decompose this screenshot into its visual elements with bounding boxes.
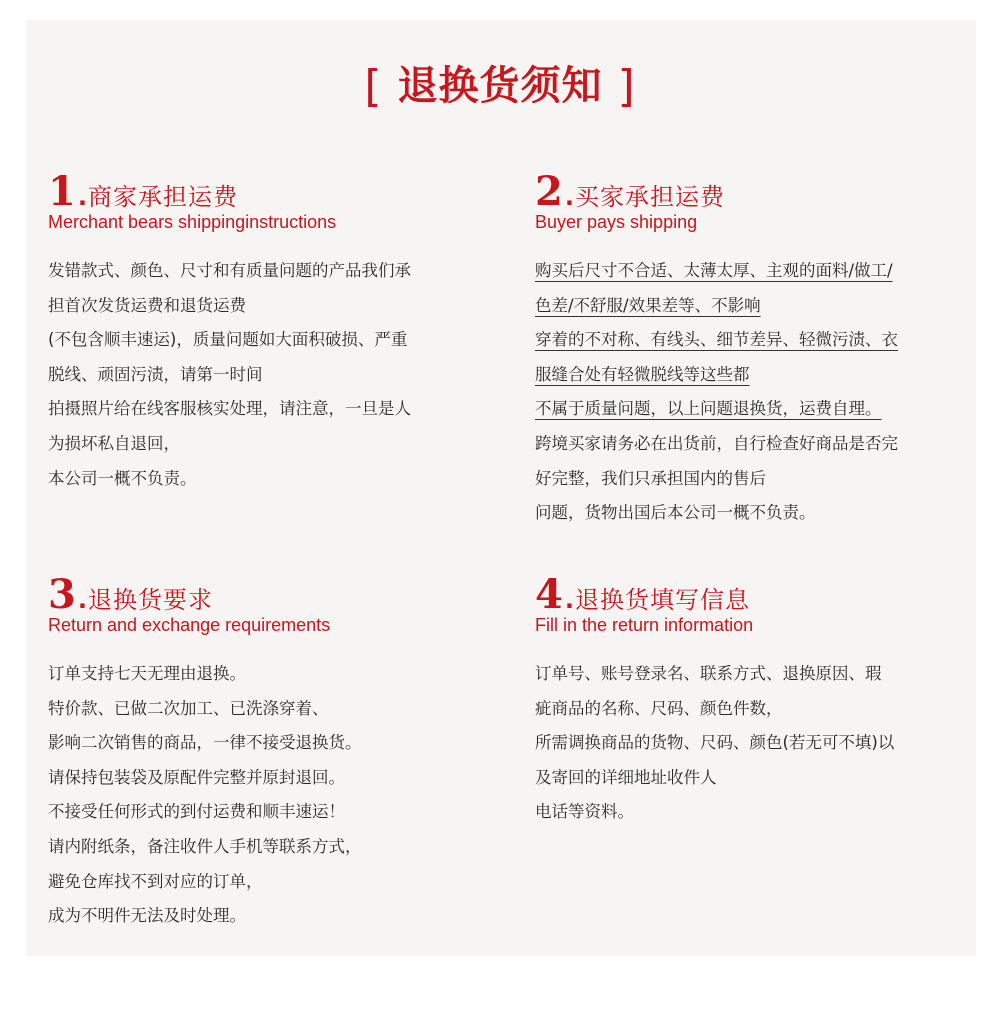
section-number-dot: . bbox=[564, 586, 574, 614]
body-line: (不包含顺丰速运)，质量问题如大面积破损、严重 bbox=[48, 330, 408, 350]
body-line: 为损坏私自退回， bbox=[48, 433, 180, 453]
body-line: 发错款式、颜色、尺寸和有质量问题的产品我们承 bbox=[48, 261, 411, 280]
section-title-en: Return and exchange requirements bbox=[48, 615, 331, 635]
section-title-cn: 商家承担运费 bbox=[87, 183, 238, 211]
body-line: 特价款、已做二次加工、已洗涤穿着、 bbox=[48, 698, 329, 718]
section-buyer-pays bbox=[535, 168, 898, 531]
body-line: 影响二次销售的商品，一律不接受退换货。 bbox=[48, 733, 362, 753]
body-line: 订单号、账号登录名、联系方式、退换原因、瑕 bbox=[535, 664, 882, 683]
body-line-underlined: 服缝合处有轻微脱线等这些都 bbox=[535, 364, 750, 384]
section-number: 1 bbox=[48, 168, 76, 215]
section-body bbox=[535, 657, 894, 830]
section-heading bbox=[535, 168, 898, 215]
section-body bbox=[535, 254, 898, 531]
section-body bbox=[48, 254, 411, 496]
body-line: 避免仓库找不到对应的订单， bbox=[48, 871, 263, 891]
section-number: 3 bbox=[48, 571, 76, 618]
body-line-underlined: 购买后尺寸不合适、太薄太厚、主观的面料/做工/ bbox=[535, 261, 893, 280]
section-title-en: Buyer pays shipping bbox=[535, 212, 698, 232]
body-line: 订单支持七天无理由退换。 bbox=[48, 664, 246, 683]
body-line: 跨境买家请务必在出货前，自行检查好商品是否完 bbox=[535, 433, 898, 453]
title-bracket-right: ] bbox=[617, 61, 636, 112]
section-return-info bbox=[535, 571, 895, 830]
body-line: 好完整，我们只承担国内的售后 bbox=[535, 468, 766, 488]
body-line: 担首次发货运费和退货运费 bbox=[48, 295, 246, 315]
body-line: 所需调换商品的货物、尺码、颜色(若无可不填)以 bbox=[535, 733, 895, 753]
section-number-dot: . bbox=[77, 586, 87, 614]
section-heading bbox=[48, 571, 362, 618]
section-return-requirements bbox=[48, 571, 362, 934]
body-line: 成为不明件无法及时处理。 bbox=[48, 906, 246, 926]
body-line: 拍摄照片给在线客服核实处理，请注意，一旦是人 bbox=[48, 399, 411, 419]
section-number: 4 bbox=[535, 571, 563, 618]
section-merchant-pays bbox=[48, 168, 411, 496]
section-title-cn: 退换货填写信息 bbox=[574, 586, 750, 614]
body-line: 问题，货物出国后本公司一概不负责。 bbox=[535, 503, 816, 523]
section-body bbox=[48, 657, 362, 934]
body-line: 疵商品的名称、尺码、颜色件数， bbox=[535, 698, 783, 718]
body-line-underlined: 色差/不舒服/效果差等、不影响 bbox=[535, 295, 761, 315]
title-bracket-left: [ bbox=[364, 61, 383, 112]
body-line: 请保持包装袋及原配件完整并原封退回。 bbox=[48, 767, 345, 787]
section-title-en: Merchant bears shippinginstructions bbox=[48, 212, 337, 232]
body-line: 本公司一概不负责。 bbox=[48, 468, 197, 488]
body-line: 脱线、顽固污渍，请第一时间 bbox=[48, 364, 263, 384]
section-heading bbox=[48, 168, 411, 215]
section-number: 2 bbox=[535, 168, 563, 215]
body-line: 电话等资料。 bbox=[535, 802, 634, 822]
section-number-dot: . bbox=[564, 183, 574, 211]
section-title-cn: 退换货要求 bbox=[87, 586, 213, 614]
body-line-underlined: 穿着的不对称、有线头、细节差异、轻微污渍、衣 bbox=[535, 330, 898, 350]
page-title bbox=[0, 54, 1000, 111]
section-title-cn: 买家承担运费 bbox=[574, 183, 725, 211]
section-title-en: Fill in the return information bbox=[535, 615, 754, 635]
body-line: 及寄回的详细地址收件人 bbox=[535, 767, 717, 787]
body-line-underlined: 不属于质量问题，以上问题退换货，运费自理。 bbox=[535, 399, 882, 419]
body-line: 请内附纸条，备注收件人手机等联系方式， bbox=[48, 836, 362, 856]
section-number-dot: . bbox=[77, 183, 87, 211]
section-heading bbox=[535, 571, 894, 618]
body-line: 不接受任何形式的到付运费和顺丰速运！ bbox=[48, 802, 345, 822]
title-text: 退换货须知 bbox=[397, 63, 603, 109]
